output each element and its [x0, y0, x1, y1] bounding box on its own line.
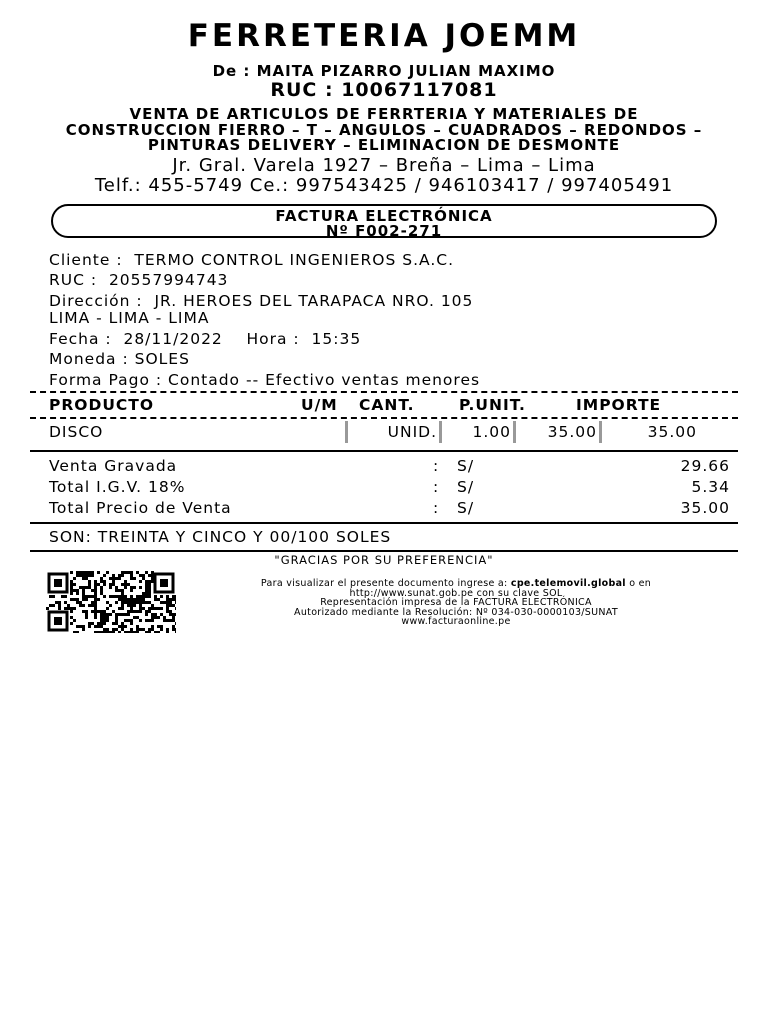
total-value: 29.66: [680, 457, 730, 475]
client-address: Dirección : JR. HEROES DEL TARAPACA NRO. 105: [49, 291, 474, 310]
store-address: Jr. Gral. Varela 1927 – Breña – Lima – Lima: [172, 154, 596, 176]
divider: [30, 550, 738, 552]
client-info: [30, 250, 738, 391]
total-colon: :: [433, 457, 440, 475]
amount-in-words: SON: TREINTA Y CINCO Y 00/100 SOLES: [49, 528, 392, 546]
legal-notice: [176, 579, 736, 633]
client-ruc: RUC : 20557994743: [49, 271, 229, 289]
store-phones: Telf.: 455-5749 Ce.: 997543425 / 946103417 / 997405491: [94, 174, 674, 196]
legal-site: cpe.telemovil.global: [510, 578, 626, 589]
totals: [30, 456, 738, 519]
store-activity: VENTA DE ARTICULOS DE FERRTERIA Y MATERIALES DE CONSTRUCCION FIERRO – T – ANGULOS – CUADRADOS – REDONDOS – PINTURAS DELIVERY – ELIMINACION DE DESMONTE: [65, 105, 703, 154]
table-header: [30, 393, 738, 417]
header-product: PRODUCTO: [49, 396, 155, 414]
total-currency: S/: [457, 499, 475, 517]
header-um: U/M: [301, 396, 338, 414]
payment-method: Forma Pago : Contado -- Efectivo ventas menores: [49, 370, 481, 389]
header-unit-price: P.UNIT.: [459, 396, 526, 414]
total-taxable: [49, 456, 738, 477]
total-label: Total Precio de Venta: [49, 499, 232, 517]
legal-line1-suffix: o en: [629, 578, 652, 589]
receipt: [30, 18, 738, 633]
row-qty: 1.00: [439, 421, 513, 443]
store-ruc: RUC : 10067117081: [270, 79, 498, 101]
total-price: [49, 498, 738, 519]
row-um: UNID.: [345, 421, 439, 443]
total-colon: :: [433, 478, 440, 496]
legal-line4: Autorizado mediante la Resolución: Nº 034-030-0000103/SUNAT: [294, 606, 618, 618]
invoice-date-time: Fecha : 28/11/2022 Hora : 15:35: [49, 329, 362, 348]
total-value: 5.34: [691, 478, 730, 496]
document-title-box: [51, 204, 717, 238]
client-name: Cliente : TERMO CONTROL INGENIEROS S.A.C.: [49, 250, 455, 269]
total-igv: [49, 477, 738, 498]
table-row: [30, 421, 738, 443]
divider: [30, 450, 738, 452]
header-amount: IMPORTE: [576, 396, 662, 414]
row-product: DISCO: [49, 423, 104, 441]
total-value: 35.00: [680, 499, 730, 517]
legal-line3: Representación impresa de la FACTURA ELECTRÓNICA: [320, 597, 592, 608]
qr-code-icon: [46, 571, 176, 633]
footer: [30, 571, 738, 633]
total-colon: :: [433, 499, 440, 517]
thanks-message: "GRACIAS POR SU PREFERENCIA": [274, 553, 494, 567]
owner-name: De : MAITA PIZARRO JULIAN MAXIMO: [212, 62, 556, 80]
document-number: Nº F002-271: [325, 221, 443, 240]
currency: Moneda : SOLES: [49, 350, 190, 368]
store-name: FERRETERIA JOEMM: [187, 18, 581, 54]
total-label: Total I.G.V. 18%: [49, 478, 186, 496]
legal-line5: www.facturaonline.pe: [401, 616, 511, 627]
document-type: FACTURA ELECTRÓNICA: [275, 206, 493, 225]
legal-line2: http://www.sunat.gob.pe con su clave SOL: [349, 587, 563, 599]
row-unit-price: 35.00: [513, 421, 599, 443]
legal-line1-prefix: Para visualizar el presente documento ingrese a:: [260, 578, 508, 589]
total-currency: S/: [457, 478, 475, 496]
row-amount: 35.00: [599, 421, 699, 443]
client-address-line2: LIMA - LIMA - LIMA: [49, 308, 210, 327]
total-label: Venta Gravada: [49, 457, 178, 475]
divider: [30, 417, 738, 419]
total-currency: S/: [457, 457, 475, 475]
header-qty: CANT.: [359, 396, 415, 414]
